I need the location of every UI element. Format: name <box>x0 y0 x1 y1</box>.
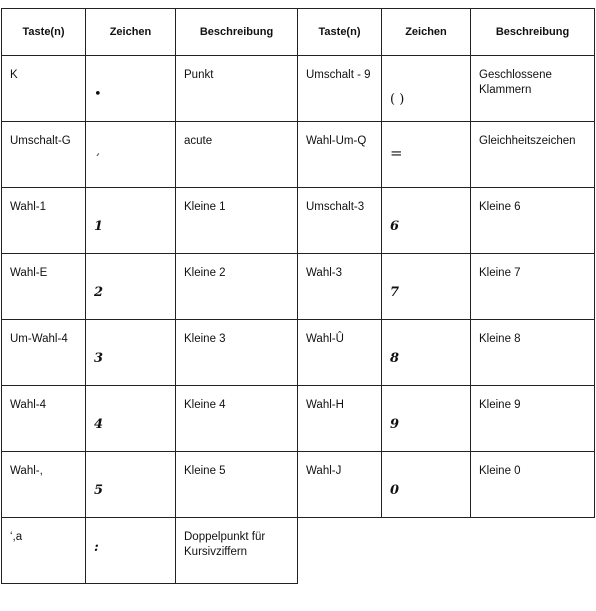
desc-cell: Geschlossene Klammern <box>471 56 595 122</box>
desc-cell: acute <box>176 122 298 188</box>
header-desc-right: Beschreibung <box>471 9 595 56</box>
table-row <box>2 386 595 452</box>
desc-cell: Gleichheitszeichen <box>471 122 595 188</box>
key-cell: Umschalt-3 <box>298 188 382 254</box>
char-cell <box>86 188 176 254</box>
char-cell <box>86 122 176 188</box>
char-glyph: 3 <box>94 351 104 366</box>
desc-cell: Punkt <box>176 56 298 122</box>
char-glyph: = <box>390 144 403 162</box>
key-cell: ‘,a <box>2 518 86 584</box>
char-cell <box>86 320 176 386</box>
desc-cell: Kleine 7 <box>471 254 595 320</box>
char-cell <box>382 254 471 320</box>
table-row <box>2 56 595 122</box>
char-glyph: ( ) <box>390 92 405 107</box>
char-cell <box>86 452 176 518</box>
key-cell: Wahl-Um-Q <box>298 122 382 188</box>
desc-cell: Kleine 1 <box>176 188 298 254</box>
table-row <box>2 254 595 320</box>
char-glyph: : <box>94 540 99 555</box>
header-row <box>2 9 595 56</box>
desc-cell: Kleine 8 <box>471 320 595 386</box>
char-cell <box>382 452 471 518</box>
char-cell <box>86 518 176 584</box>
key-cell: K <box>2 56 86 122</box>
key-cell: Um-Wahl-4 <box>2 320 86 386</box>
key-cell: Wahl-H <box>298 386 382 452</box>
desc-cell: Kleine 0 <box>471 452 595 518</box>
char-glyph: 7 <box>390 285 400 300</box>
key-cell: Wahl-1 <box>2 188 86 254</box>
header-char-left: Zeichen <box>86 9 176 56</box>
key-cell: Wahl-4 <box>2 386 86 452</box>
header-key-right: Taste(n) <box>298 9 382 56</box>
char-cell <box>382 56 471 122</box>
key-character-table <box>1 8 595 584</box>
table-row <box>2 122 595 188</box>
char-cell <box>382 122 471 188</box>
char-glyph: 6 <box>390 219 400 234</box>
char-glyph: 2 <box>94 285 104 300</box>
char-glyph: 1 <box>94 219 104 234</box>
key-cell: Wahl-3 <box>298 254 382 320</box>
desc-cell: Kleine 6 <box>471 188 595 254</box>
table-row <box>2 452 595 518</box>
table-row <box>2 518 595 584</box>
char-cell <box>86 254 176 320</box>
key-cell: Umschalt-G <box>2 122 86 188</box>
header-desc-left: Beschreibung <box>176 9 298 56</box>
desc-cell: Doppelpunkt für Kursivziffern <box>176 518 298 584</box>
desc-cell: Kleine 3 <box>176 320 298 386</box>
char-cell <box>86 56 176 122</box>
header-key-left: Taste(n) <box>2 9 86 56</box>
char-glyph: 9 <box>390 417 400 432</box>
key-cell: Wahl-E <box>2 254 86 320</box>
key-cell: Wahl-Û <box>298 320 382 386</box>
table-row <box>2 320 595 386</box>
char-glyph: ´ <box>94 153 101 168</box>
char-cell <box>382 386 471 452</box>
desc-cell: Kleine 4 <box>176 386 298 452</box>
char-cell <box>382 188 471 254</box>
desc-cell: Kleine 5 <box>176 452 298 518</box>
key-cell: Wahl-J <box>298 452 382 518</box>
char-glyph: • <box>94 87 102 102</box>
header-char-right: Zeichen <box>382 9 471 56</box>
desc-cell: Kleine 2 <box>176 254 298 320</box>
char-cell <box>86 386 176 452</box>
key-cell: Umschalt - 9 <box>298 56 382 122</box>
desc-cell: Kleine 9 <box>471 386 595 452</box>
char-glyph: 0 <box>390 483 400 498</box>
char-glyph: 4 <box>94 417 104 432</box>
table-row <box>2 188 595 254</box>
char-glyph: 8 <box>390 351 400 366</box>
char-cell <box>382 320 471 386</box>
key-cell: Wahl-, <box>2 452 86 518</box>
char-glyph: 5 <box>94 483 104 498</box>
